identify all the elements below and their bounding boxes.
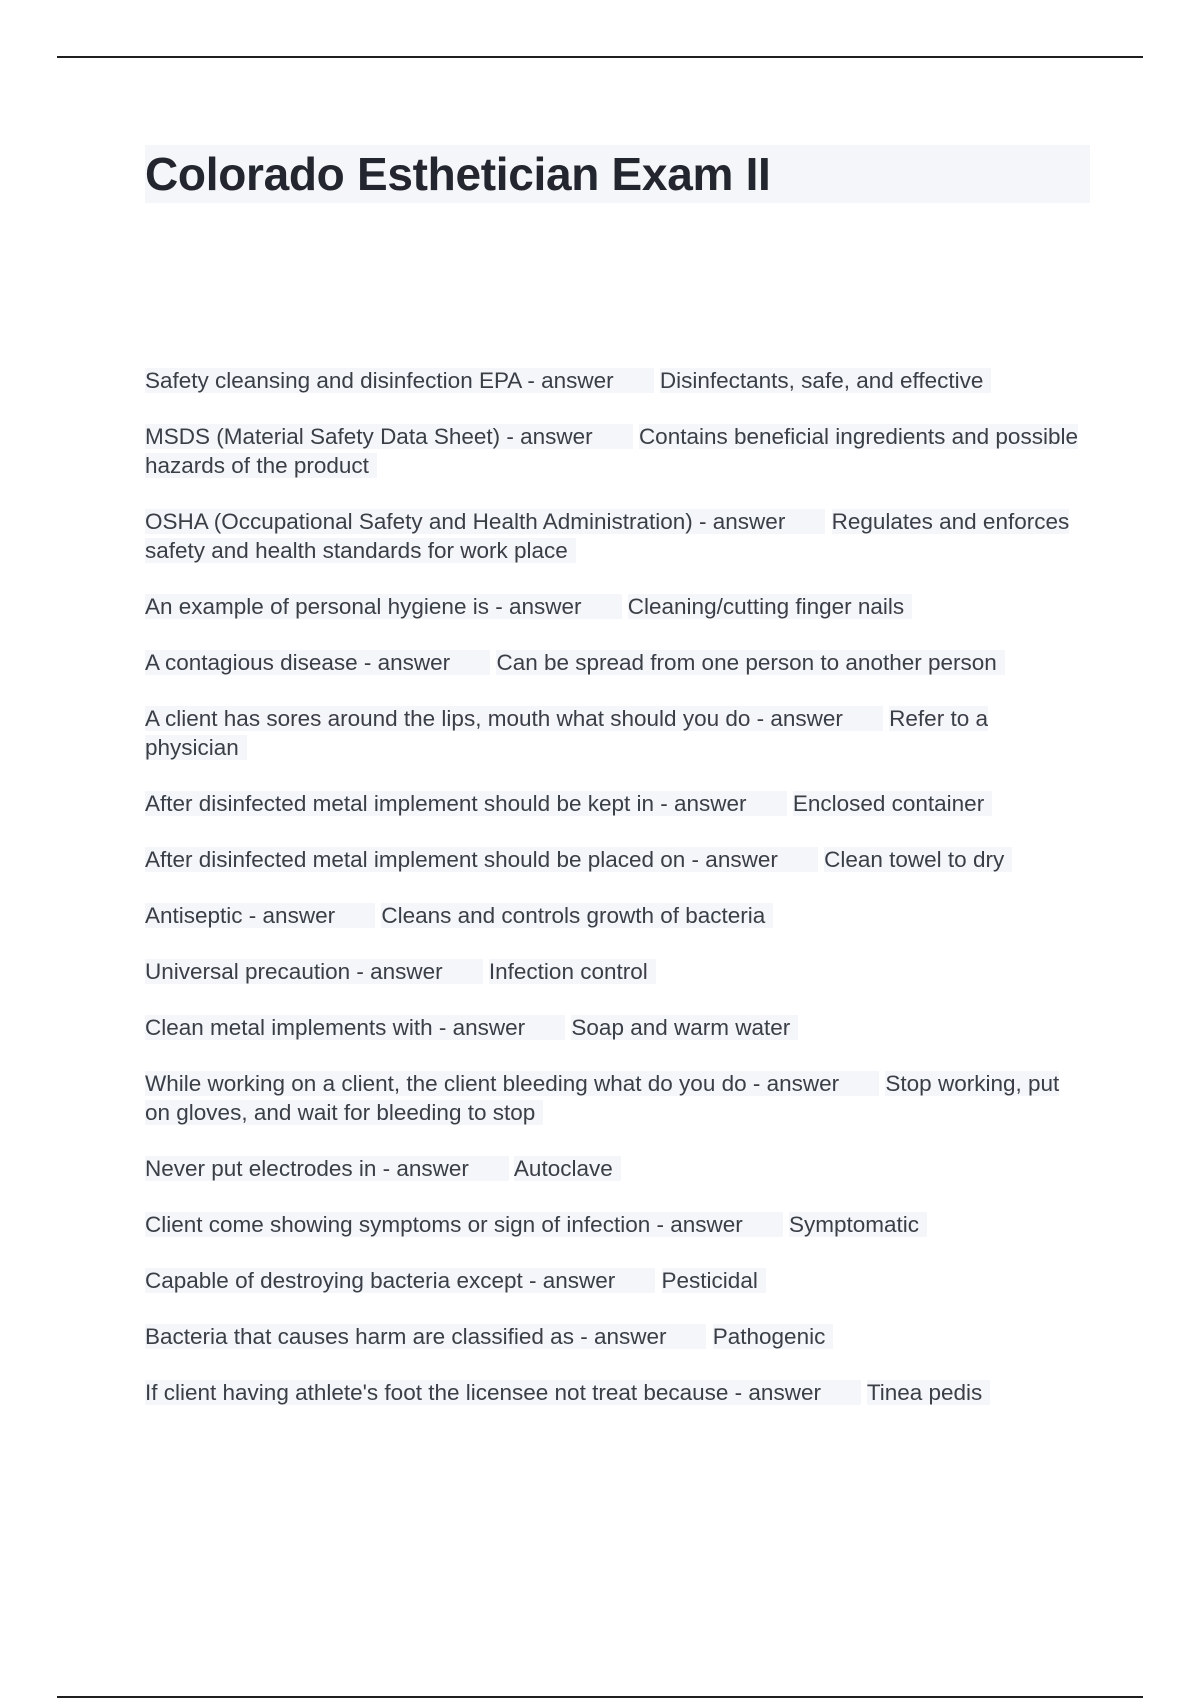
answer-text: Pathogenic (713, 1324, 834, 1349)
qa-item (145, 1210, 1090, 1239)
qa-item (145, 901, 1090, 930)
answer-text: Contains beneficial ingredients and possible hazards of the product (145, 424, 1078, 478)
question-text: After disinfected metal implement should be placed on - answer (145, 847, 818, 872)
question-text: Capable of destroying bacteria except - answer (145, 1268, 655, 1293)
qa-item (145, 1378, 1090, 1407)
answer-text: Regulates and enforces safety and health standards for work place (145, 509, 1070, 563)
answer-text: Can be spread from one person to another person (496, 650, 1004, 675)
question-text: Universal precaution - answer (145, 959, 483, 984)
question-text: A contagious disease - answer (145, 650, 490, 675)
question-text: After disinfected metal implement should be kept in - answer (145, 791, 787, 816)
qa-item (145, 507, 1090, 565)
question-text: If client having athlete's foot the licensee not treat because - answer (145, 1380, 861, 1405)
qa-item (145, 957, 1090, 986)
answer-text: Disinfectants, safe, and effective (660, 368, 992, 393)
question-text: Safety cleansing and disinfection EPA - answer (145, 368, 654, 393)
qa-item (145, 1266, 1090, 1295)
qa-item (145, 422, 1090, 480)
qa-item (145, 592, 1090, 621)
qa-item (145, 845, 1090, 874)
answer-text: Pesticidal (662, 1268, 766, 1293)
answer-text: Symptomatic (789, 1212, 927, 1237)
question-text: Never put electrodes in - answer (145, 1156, 509, 1181)
answer-text: Cleans and controls growth of bacteria (381, 903, 773, 928)
question-text: Client come showing symptoms or sign of infection - answer (145, 1212, 783, 1237)
header-rule (57, 56, 1143, 58)
answer-text: Infection control (489, 959, 656, 984)
qa-item (145, 1069, 1090, 1127)
question-text: An example of personal hygiene is - answer (145, 594, 622, 619)
page-title: Colorado Esthetician Exam II (145, 148, 771, 200)
question-text: A client has sores around the lips, mouth what should you do - answer (145, 706, 883, 731)
qa-item (145, 366, 1090, 395)
answer-text: Cleaning/cutting finger nails (628, 594, 912, 619)
answer-text: Refer to a physician (145, 706, 988, 760)
qa-item (145, 1322, 1090, 1351)
question-text: Clean metal implements with - answer (145, 1015, 565, 1040)
question-text: OSHA (Occupational Safety and Health Administration) - answer (145, 509, 825, 534)
answer-text: Autoclave (514, 1156, 621, 1181)
qa-item (145, 1013, 1090, 1042)
qa-list (145, 366, 1090, 1434)
question-text: Antiseptic - answer (145, 903, 375, 928)
qa-item (145, 704, 1090, 762)
answer-text: Stop working, put on gloves, and wait for bleeding to stop (145, 1071, 1060, 1125)
answer-text: Clean towel to dry (824, 847, 1012, 872)
qa-item (145, 789, 1090, 818)
footer-rule (57, 1696, 1143, 1698)
answer-text: Enclosed container (793, 791, 992, 816)
question-text: Bacteria that causes harm are classified as - answer (145, 1324, 706, 1349)
answer-text: Soap and warm water (571, 1015, 798, 1040)
qa-item (145, 1154, 1090, 1183)
answer-text: Tinea pedis (867, 1380, 991, 1405)
question-text: While working on a client, the client bleeding what do you do - answer (145, 1071, 879, 1096)
qa-item (145, 648, 1090, 677)
question-text: MSDS (Material Safety Data Sheet) - answer (145, 424, 633, 449)
